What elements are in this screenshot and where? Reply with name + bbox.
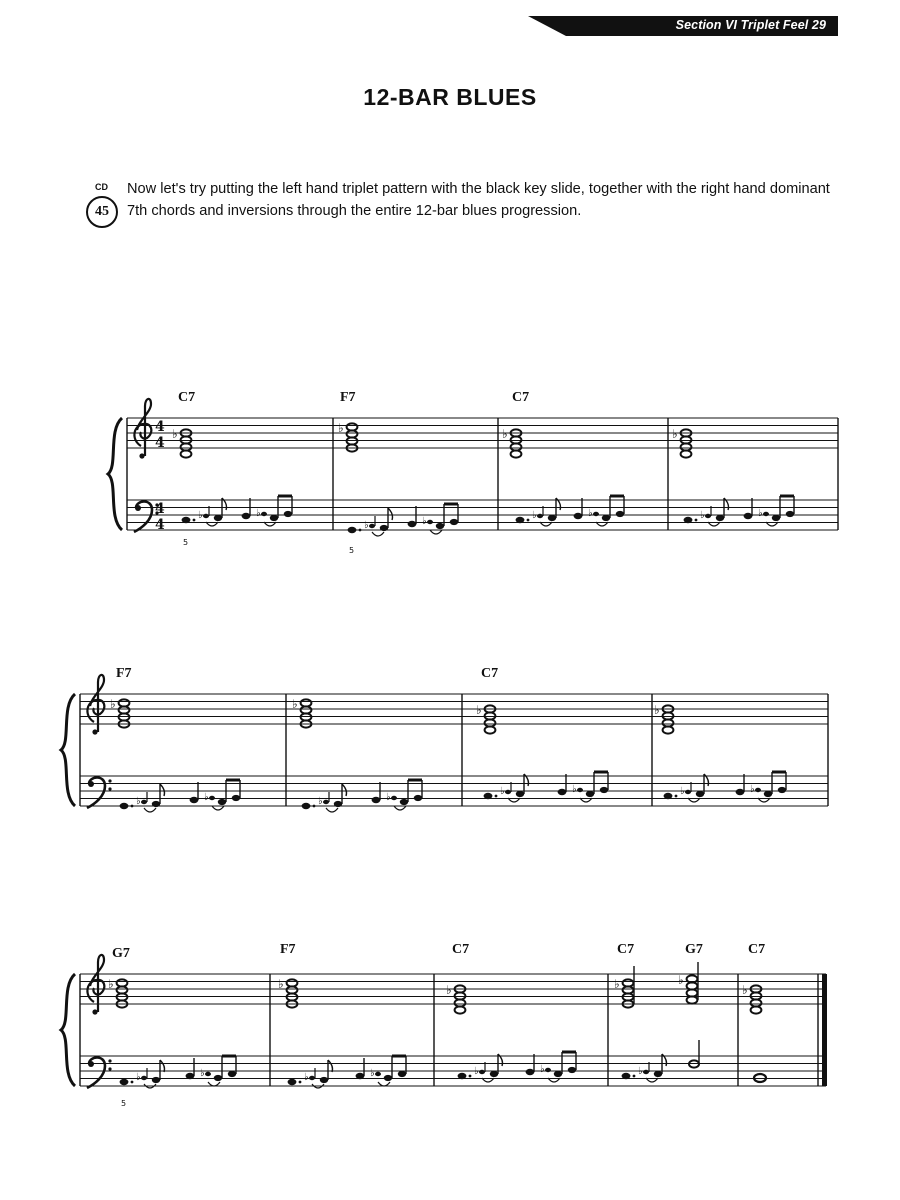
chord-label: G7 — [685, 942, 703, 957]
chord-label: C7 — [617, 942, 635, 957]
chord-label: F7 — [280, 942, 296, 957]
treble-clef-icon — [87, 675, 104, 735]
chord-label: C7 — [481, 666, 499, 681]
chord-label: C7 — [452, 942, 470, 957]
system-3 — [61, 955, 827, 1088]
svg-text:4: 4 — [155, 517, 165, 533]
treble-clef-icon — [134, 399, 151, 459]
system-2 — [61, 675, 828, 812]
chord-label: C7 — [512, 390, 530, 405]
svg-text:4: 4 — [155, 501, 165, 517]
system-1 — [108, 399, 838, 536]
fingering-number: 5 — [349, 546, 355, 555]
fingering-number: 5 — [121, 1099, 127, 1108]
chord-label: F7 — [116, 666, 132, 681]
treble-clef-icon — [87, 955, 104, 1015]
bass-clef-icon — [87, 778, 112, 809]
running-head: Section VI Triplet Feel 29 — [675, 18, 826, 32]
svg-text:4: 4 — [155, 435, 165, 451]
chord-label: G7 — [112, 946, 130, 961]
bass-clef-icon — [87, 1058, 112, 1089]
page-title: 12-BAR BLUES — [363, 84, 537, 110]
svg-text:4: 4 — [155, 419, 165, 435]
chord-label: C7 — [748, 942, 766, 957]
cd-track-number: 45 — [86, 196, 118, 228]
chord-label: F7 — [340, 390, 356, 405]
chord-label: C7 — [178, 390, 196, 405]
time-signature — [155, 419, 165, 533]
intro-paragraph: Now let's try putting the left hand triplet pattern with the black key slide, together with the right hand dominant 7th chords and inversions through the entire 12-bar blues progression. — [127, 181, 830, 219]
fingering-number: 5 — [183, 538, 189, 547]
cd-label: CD — [95, 182, 108, 192]
